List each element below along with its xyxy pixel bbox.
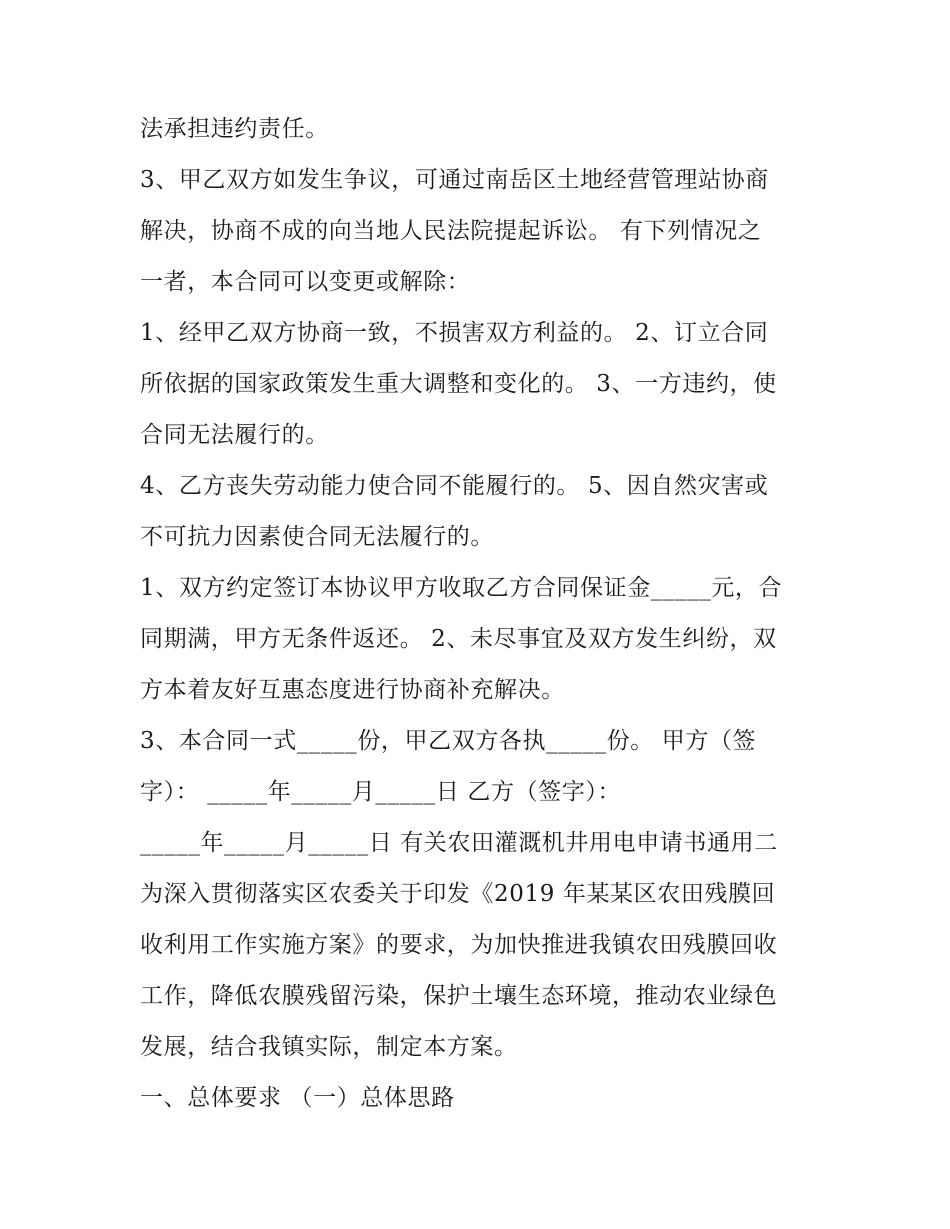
text-line: 收利用工作实施方案》的要求，为加快推进我镇农田残膜回收 — [140, 932, 778, 958]
text-line: 字）： _____年_____月_____日 乙方（签字）： — [140, 779, 622, 805]
text-line: 发展，结合我镇实际，制定本方案。 — [140, 1034, 518, 1060]
text-line: 一、总体要求 （一）总体思路 — [140, 1085, 455, 1111]
text-line: 法承担违约责任。 — [140, 116, 329, 142]
text-line: 不可抗力因素使合同无法履行的。 — [140, 524, 494, 550]
text-line: 1、经甲乙双方协商一致，不损害双方利益的。 2、订立合同 — [140, 320, 769, 346]
text-line: 3、本合同一式_____份，甲乙双方各执_____份。 甲方（签 — [140, 728, 757, 754]
text-line: _____年_____月_____日 有关农田灌溉机井用电申请书通用二 — [140, 830, 778, 856]
text-line: 一者，本合同可以变更或解除： — [140, 269, 471, 295]
text-line: 1、双方约定签订本协议甲方收取乙方合同保证金_____元，合 — [140, 575, 783, 601]
text-line: 所依据的国家政策发生重大调整和变化的。 3、一方违约，使 — [140, 371, 777, 397]
text-line: 工作，降低农膜残留污染，保护土壤生态环境，推动农业绿色 — [140, 983, 778, 1009]
text-line: 4、乙方丧失劳动能力使合同不能履行的。 5、因自然灾害或 — [140, 473, 769, 499]
text-line: 为深入贯彻落实区农委关于印发《2019 年某某区农田残膜回 — [140, 881, 776, 907]
text-line: 3、甲乙双方如发生争议，可通过南岳区土地经营管理站协商 — [140, 167, 769, 193]
text-line: 方本着友好互惠态度进行协商补充解决。 — [140, 677, 565, 703]
text-line: 同期满，甲方无条件返还。 2、未尽事宜及双方发生纠纷，双 — [140, 626, 777, 652]
text-line: 合同无法履行的。 — [140, 422, 329, 448]
text-line: 解决，协商不成的向当地人民法院提起诉讼。 有下列情况之 — [140, 218, 762, 244]
